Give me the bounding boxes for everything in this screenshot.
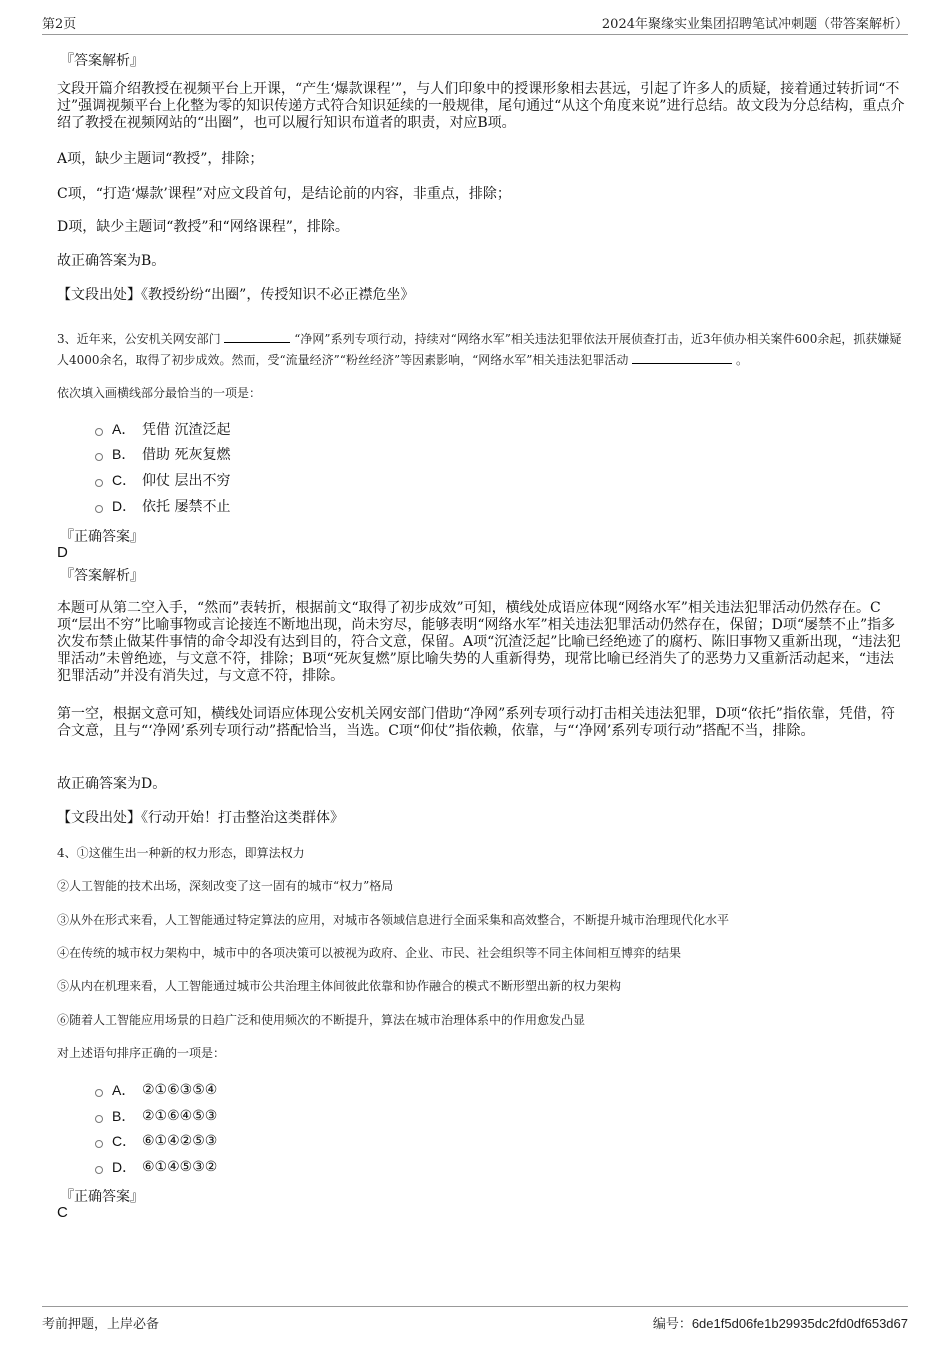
q3-stem: 3、近年来，公安机关网安部门 “净网”系列专项行动，持续对“网络水军”相关违法犯罪依法开展侦查打击，近3年侦办相关案件600余起，抓获嫌疑人4000余名，取得了初步成效。然而，受“流量经济”“粉丝经济”等因素影响，“网络水军”相关违法犯罪活动 。 <box>57 332 902 367</box>
q3-option-a[interactable]: A． 凭借 沉渣泛起 <box>95 420 230 438</box>
q3-answer-label: 『正确答案』 <box>60 529 144 545</box>
q4-line-1: 4、①这催生出一种新的权力形态，即算法权力 <box>57 846 305 860</box>
q4-option-b[interactable]: B． ②①⑥④⑤③ <box>95 1107 217 1125</box>
q2-conclusion: 故正确答案为B。 <box>57 253 166 269</box>
footer-slogan: 考前押题，上岸必备 <box>42 1317 160 1332</box>
q4-answer-label: 『正确答案』 <box>60 1189 144 1205</box>
q3-source: 【文段出处】《行动开始！打击整治这类群体》 <box>57 810 344 826</box>
q3-option-b[interactable]: B． 借助 死灰复燃 <box>95 445 230 463</box>
q3-blank-1 <box>224 330 290 343</box>
q2-analysis-para-3: C项，“打造‘爆款’课程”对应文段首句，是结论前的内容，非重点，排除； <box>57 186 511 202</box>
radio-icon[interactable] <box>95 1140 103 1148</box>
q4-line-5: ⑤从内在机理来看，人工智能通过城市公共治理主体间彼此依靠和协作融合的模式不断形塑出新的权力架构 <box>57 979 622 993</box>
q4-line-2: ②人工智能的技术出场，深刻改变了这一固有的城市“权力”格局 <box>57 879 394 893</box>
radio-icon[interactable] <box>95 1115 103 1123</box>
q4-option-d[interactable]: D． ⑥①④⑤③② <box>95 1158 217 1176</box>
page-header <box>42 10 908 35</box>
q3-analysis-para-1: 本题可从第二空入手，“然而”表转折，根据前文“取得了初步成效”可知，横线处成语应体现“网络水军”相关违法犯罪活动仍然存在。C项“层出不穷”比喻事物或言论接连不断地出现，尚未穷尽，能够表明“网络水军”相关违法犯罪活动仍然存在，保留；D项“屡禁不止”指多次发布禁止做某件事情的命令却没有达到目的，符合文意，保留。A项“沉渣泛起”比喻已经绝迹了的腐朽、陈旧事物又重新出现，“违法犯罪活动”未曾绝迹，与文意不符，排除；B项“死灰复燃”原比喻失势的人重新得势，现常比喻已经消失了的恶势力又重新活动起来，“违法犯罪活动”并没有消失过，与文意不符，排除。 <box>57 600 901 684</box>
q2-source: 【文段出处】《教授纷纷“出圈”，传授知识不必正襟危坐》 <box>57 287 415 303</box>
q2-analysis-para-4: D项，缺少主题词“教授”和“网络课程”，排除。 <box>57 219 349 235</box>
q4-line-3: ③从外在形式来看，人工智能通过特定算法的应用，对城市各领域信息进行全面采集和高效整合，不断提升城市治理现代化水平 <box>57 913 730 927</box>
q2-analysis-para-2: A项，缺少主题词“教授”，排除； <box>57 151 264 167</box>
q3-blank-2 <box>632 351 732 364</box>
q3-analysis-para-2: 第一空，根据文意可知，横线处词语应体现公安机关网安部门借助“净网”系列专项行动打击相关违法犯罪，D项“依托”指依靠，凭借，符合文意，且与“‘净网’系列专项行动”搭配恰当，当选。C项“仰仗”指依赖，依靠，与“‘净网’系列专项行动”搭配不当，排除。 <box>57 706 895 739</box>
q3-answer: D <box>57 544 68 561</box>
radio-icon[interactable] <box>95 1166 103 1174</box>
q4-line-4: ④在传统的城市权力架构中，城市中的各项决策可以被视为政府、企业、市民、社会组织等不同主体间相互博弈的结果 <box>57 946 682 960</box>
q3-option-d[interactable]: D． 依托 屡禁不止 <box>95 497 230 515</box>
q4-answer: C <box>57 1204 68 1221</box>
q3-conclusion: 故正确答案为D。 <box>57 776 167 792</box>
radio-icon[interactable] <box>95 505 103 513</box>
q2-analysis-label: 『答案解析』 <box>60 53 144 69</box>
page-number: 第2页 <box>42 17 77 32</box>
document-title: 2024年聚缘实业集团招聘笔试冲刺题（带答案解析） <box>601 17 908 32</box>
q4-prompt: 对上述语句排序正确的一项是： <box>57 1046 226 1060</box>
radio-icon[interactable] <box>95 453 103 461</box>
q3-analysis-label: 『答案解析』 <box>60 568 144 584</box>
q4-option-a[interactable]: A． ②①⑥③⑤④ <box>95 1081 217 1099</box>
q3-option-c[interactable]: C． 仰仗 层出不穷 <box>95 471 230 489</box>
document-code: 编号：6de1f5d06fe1b29935dc2fd0df653d67 <box>652 1316 908 1331</box>
q4-line-6: ⑥随着人工智能应用场景的日趋广泛和使用频次的不断提升，算法在城市治理体系中的作用愈发凸显 <box>57 1013 586 1027</box>
q4-option-c[interactable]: C． ⑥①④②⑤③ <box>95 1132 217 1150</box>
q2-analysis-para-1: 文段开篇介绍教授在视频平台上开课，“产生‘爆款课程’”，与人们印象中的授课形象相去甚远，引起了许多人的质疑，接着通过转折词“不过”强调视频平台上化整为零的知识传递方式符合知识延续的一般规律，尾句通过“从这个角度来说”进行总结。故文段为分总结构，重点介绍了教授在视频网站的“出圈”，也可以履行知识布道者的职责，对应B项。 <box>57 81 905 131</box>
radio-icon[interactable] <box>95 428 103 436</box>
q3-prompt: 依次填入画横线部分最恰当的一项是： <box>57 386 262 400</box>
radio-icon[interactable] <box>95 1089 103 1097</box>
radio-icon[interactable] <box>95 479 103 487</box>
page-footer <box>42 1306 908 1332</box>
